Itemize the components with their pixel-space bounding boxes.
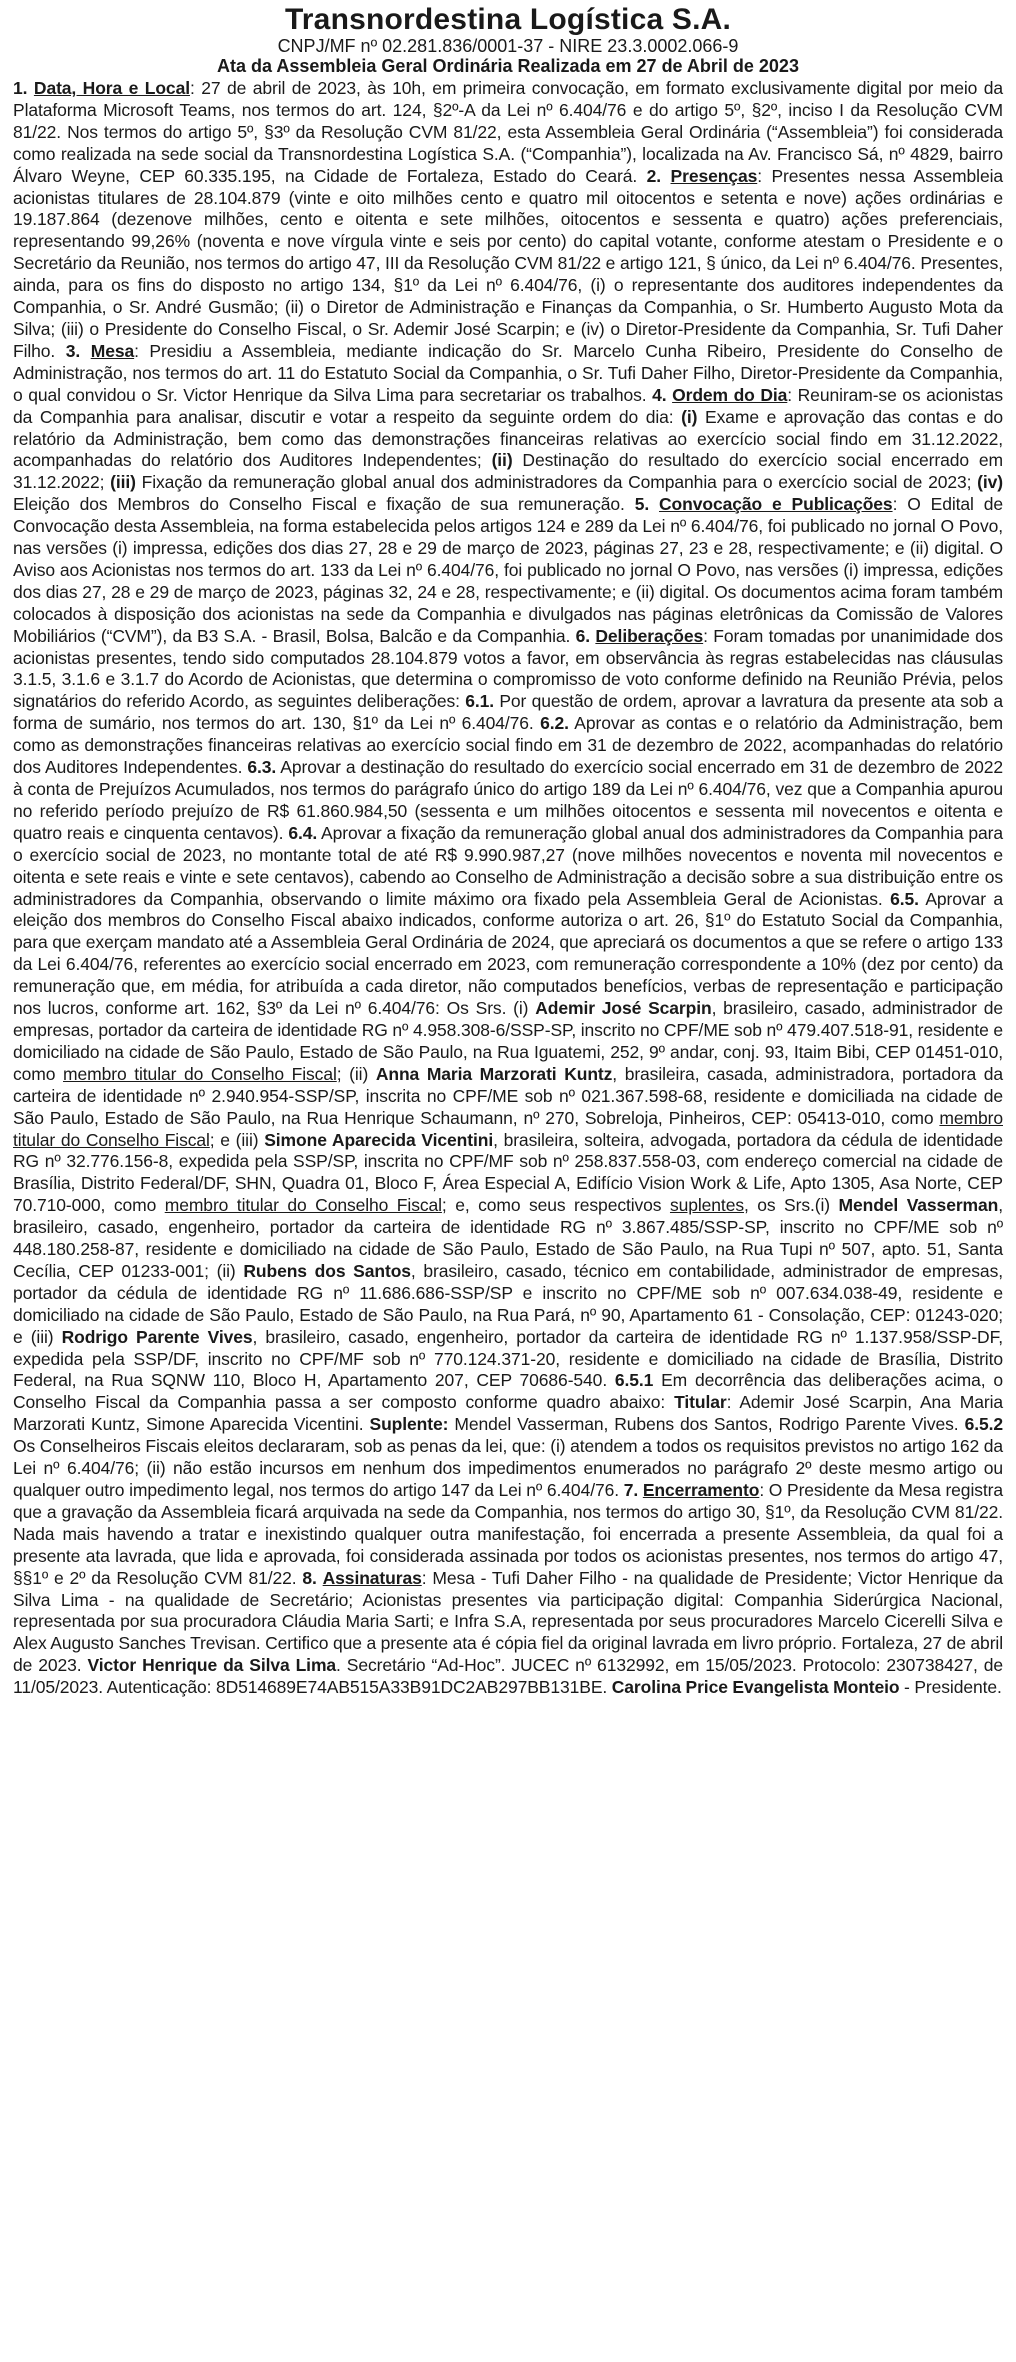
signer-role: - Presidente.	[899, 1677, 1002, 1698]
section-text-agenda: : Reuniram-se os acionistas da Companhia para analisar, discutir e votar a respeito da seguinte ordem do dia:	[13, 384, 1003, 427]
company-title: Transnordestina Logística S.A.	[284, 3, 732, 36]
section-title-agenda: Ordem do Dia	[672, 384, 788, 405]
registration-line: CNPJ/MF nº 02.281.836/0001-37 - NIRE 23.3.0002.066-9	[277, 36, 739, 56]
agenda-marker: (i)	[681, 406, 698, 427]
section-number: 5.	[634, 494, 650, 515]
registration-details: . Secretário “Ad-Hoc”. JUCEC nº 6132992, em 15/05/2023. Protocolo: 230738427, de 11/05/2023. Autenticação: 8D514689E74AB515A33B91DC2AB297BB131BE.	[13, 1655, 1003, 1698]
section-text-closing: : O Presidente da Mesa registra que a gravação da Assembleia ficará arquivada na sede da Companhia, nos termos do artigo 30, §1º, da Resolução CVM 81/22. Nada mais havendo a tratar e inexistindo qualquer outra manifestação, foi encerrada a presente Assembleia, da qual foi a presente ata lavrada, que lida e aprovada, foi considerada assinada por todos os acionistas presentes, nos termos do artigo 47, §§1º e 2º da Resolução CVM 81/22.	[13, 1480, 1004, 1588]
member-separator: , os Srs.(i)	[743, 1195, 839, 1216]
agenda-item-text: Fixação da remuneração global anual dos administradores da Companhia para o exercício social de 2023;	[135, 472, 978, 493]
section-title-closing: Encerramento	[642, 1480, 760, 1500]
resolution-text: Por questão de ordem, aprovar a lavratura da presente ata sob a forma de sumário, nos termos do art. 130, §1º da Lei nº 6.404/76.	[13, 691, 1004, 734]
section-title-board: Mesa	[90, 340, 135, 361]
resolution-text: Em decorrência das deliberações acima, o Conselho Fiscal da Companhia passa a ser composto conforme quadro abaixo:	[13, 1370, 1003, 1413]
section-number: 4.	[652, 384, 667, 405]
section-number: 6.	[575, 625, 591, 646]
member-name: Rodrigo Parente Vives	[61, 1326, 253, 1347]
member-role: membro titular do Conselho Fiscal	[164, 1195, 442, 1216]
agenda-item-text: Exame e aprovação das contas e do relatório da Administração, bem como das demonstrações financeiras relativas ao exercício social findo em 31.12.2022, acompanhadas do relatório dos Auditores Independentes;	[13, 406, 1003, 471]
resolution-text: Aprovar a eleição dos membros do Conselho Fiscal abaixo indicados, conforme autoriza o art. 26, §1º do Estatuto Social da Companhia, para que exerçam mandato até a Assembleia Geral Ordinária de 2024, que apreciará os documentos a que se refere o artigo 133 da Lei 6.404/76, referentes ao exercício social encerrado em 2023, com remuneração correspondente a 10% (dez por cento) da remuneração que, em média, for atribuída a cada diretor, não computados benefícios, verbas de representação e participação nos lucros, conforme art. 162, §3º da Lei nº 6.404/76: Os Srs. (i)	[13, 888, 1003, 1019]
section-text-attendance: : Presentes nessa Assembleia acionistas titulares de 28.104.879 (vinte e oito milhões cento e quatro mil oitocentos e setenta e nove) ações ordinárias e 19.187.864 (dezenove milhões, cento e oitenta e sete milhões, oitocentos e sessenta e quatro) ações preferenciais, representando 99,26% (noventa e nove vírgula vinte e seis por cento) do capital votante, conforme atestam o Presidente e o Secretário da Reunião, nos termos do artigo 47, III da Resolução CVM 81/22 e artigo 121, § único, da Lei nº 6.404/76. Presentes, ainda, para os fins do disposto no artigo 134, §1º da Lei nº 6.404/76, (i) o representante dos auditores independentes da Companhia, o Sr. André Gusmão; (ii) o Diretor de Administração e Finanças da Companhia, o Sr. Humberto Augusto Mota da Silva; (iii) o Presidente do Conselho Fiscal, o Sr. Ademir José Scarpin; e (iv) o Diretor-Presidente da Companhia, Sr. Tufi Daher Filho.	[13, 165, 1003, 361]
member-details: , brasileiro, casado, técnico em contabilidade, administrador de empresas, portador da cédula de identidade RG nº 11.686.686-SSP/SP e inscrito no CPF/ME sob nº 007.634.038-49, residente e domiciliado na cidade de São Paulo, Estado de São Paulo, na Rua Pará, nº 90, Apartamento 61 - Consolação, CEP: 01243-020; e (iii)	[13, 1260, 1003, 1347]
resolution-text: Os Conselheiros Fiscais eleitos declararam, sob as penas da lei, que: (i) atendem a todos os requisitos previstos no artigo 162 da Lei nº 6.404/76; (ii) não estão incursos em nenhum dos impedimentos enumerados no parágrafo 2º deste mesmo artigo ou qualquer outro impedimento legal, nos termos do artigo 147 da Lei nº 6.404/76.	[13, 1436, 1003, 1500]
member-role: suplentes	[669, 1195, 744, 1216]
resolution-number: 6.1.	[465, 691, 495, 712]
section-text-date-time-place: : 27 de abril de 2023, às 10h, em primeira convocação, em formato exclusivamente digital por meio da Plataforma Microsoft Teams, nos termos do art. 124, §2º-A da Lei nº 6.404/76 e do artigo 5º, §2º, inciso I da Resolução CVM 81/22. Nos termos do artigo 5º, §3º da Resolução CVM 81/22, esta Assembleia Geral Ordinária (“Assembleia”) foi considerada como realizada na sede social da Transnordestina Logística S.A. (“Companhia”), localizada na Av. Francisco Sá, nº 4829, bairro Álvaro Weyne, CEP 60.335.195, na Cidade de Fortaleza, Estado do Ceará.	[13, 78, 1004, 186]
resolution-text: Aprovar a destinação do resultado do exercício social encerrado em 31 de dezembro de 2022 à conta de Prejuízos Acumulados, nos termos do parágrafo único do artigo 189 da Lei nº 6.404/76, vez que a Companhia apurou no referido período prejuízo de R$ 61.860.984,50 (sessenta e um milhões oitocentos e sessenta mil novecentos e oitenta e quatro reais e cinquenta centavos).	[13, 757, 1003, 843]
resolution-text: Aprovar as contas e o relatório da Administração, bem como as demonstrações financeiras relativas ao exercício social findo em 31 de dezembro de 2022, acompanhadas do relatório dos Auditores Independentes.	[13, 713, 1003, 778]
agenda-marker: (iii)	[110, 472, 136, 493]
section-number: 2.	[646, 165, 662, 186]
council-titular-label: Titular	[674, 1392, 727, 1413]
member-details: , brasileiro, casado, engenheiro, portador da carteira de identidade RG nº 1.137.958/SSP-DF, expedida pela SSP/DF, inscrito no CPF/MF sob nº 770.124.371-20, residente e domiciliado na cidade de Brasília, Distrito Federal, na Rua SQNW 110, Bloco H, Apartamento 207, CEP 70686-540.	[13, 1326, 1003, 1391]
signer-name: Carolina Price Evangelista Monteio	[611, 1677, 900, 1698]
member-name: Simone Aparecida Vicentini	[264, 1129, 494, 1150]
resolution-number: 6.5.2	[964, 1414, 1003, 1435]
member-separator: ; e, como seus respectivos	[441, 1195, 670, 1216]
member-details: , brasileiro, casado, administrador de empresas, portador da carteira de identidade RG nº 4.958.308-6/SSP-SP, inscrito no CPF/ME sob nº 479.407.518-91, residente e domiciliado na cidade de São Paulo, Estado de São Paulo, na Rua Iguatemi, 252, 9º andar, conj. 93, Itaim Bibi, CEP 01451-010, como	[13, 998, 1003, 1084]
section-title-signatures: Assinaturas	[322, 1567, 422, 1588]
section-title-call-notice: Convocação e Publicações	[659, 494, 893, 515]
member-separator: ; (ii)	[336, 1063, 376, 1084]
minutes-heading: Ata da Assembleia Geral Ordinária Realizada em 27 de Abril de 2023	[217, 56, 799, 76]
member-details: , brasileiro, casado, engenheiro, portador da carteira de identidade RG nº 3.867.485/SSP-SP, inscrito no CPF/ME sob nº 448.180.258-87, residente e domiciliado na cidade de São Paulo, Estado de São Paulo, na Rua Tupi nº 507, apto. 51, Santa Cecília, CEP 01233-001; (ii)	[13, 1195, 1003, 1281]
section-title-resolutions: Deliberações	[595, 625, 704, 646]
section-text-resolutions: : Foram tomadas por unanimidade dos acionistas presentes, tendo sido computados 28.104.879 votos a favor, em observância às regras estabelecidas nas cláusulas 3.1.5, 3.1.6 e 3.1.7 do Acordo de Acionistas, que determina o compromisso de voto conforme definido na Reunião Prévia, pelos signatários do referido Acordo, as seguintes deliberações:	[13, 625, 1004, 712]
council-titular-list: : Ademir José Scarpin, Ana Maria Marzorati Kuntz, Simone Aparecida Vicentini.	[13, 1392, 1003, 1435]
section-title-attendance: Presenças	[670, 165, 758, 186]
section-number: 1.	[13, 78, 28, 98]
section-number: 8.	[302, 1567, 317, 1588]
member-name: Anna Maria Marzorati Kuntz	[375, 1063, 613, 1084]
signer-name: Victor Henrique da Silva Lima	[87, 1655, 337, 1676]
council-substitute-label: Suplente:	[369, 1414, 449, 1435]
section-number: 7.	[623, 1480, 639, 1500]
section-title-date-time-place: Data, Hora e Local	[33, 78, 190, 98]
resolution-number: 6.4.	[288, 822, 318, 843]
member-name: Ademir José Scarpin	[535, 998, 712, 1019]
minutes-body	[13, 78, 1003, 1699]
agenda-item-text: Destinação do resultado do exercício social encerrado em 31.12.2022;	[13, 450, 1003, 493]
resolution-number: 6.2.	[540, 713, 569, 734]
resolution-number: 6.3.	[247, 757, 277, 778]
section-text-call-notice: : O Edital de Convocação desta Assembleia, na forma estabelecida pelos artigos 124 e 289 da Lei nº 6.404/76, foi publicado no jornal O Povo, nas versões (i) impressa, edições dos dias 27, 28 e 29 de março de 2023, páginas 27, 23 e 28, respectivamente; e (ii) digital. O Aviso aos Acionistas nos termos do art. 133 da Lei nº 6.404/76, foi publicado no jornal O Povo, nas versões (i) impressa, edições dos dias 27, 28 e 29 de março de 2023, páginas 32, 24 e 28, respectivamente; e (ii) digital. Os documentos acima foram também colocados à disposição dos acionistas na sede da Companhia e divulgados nas páginas eletrônicas da Comissão de Valores Mobiliários (“CVM”), da B3 S.A. - Brasil, Bolsa, Balcão e da Companhia.	[13, 494, 1004, 646]
member-name: Mendel Vasserman	[838, 1195, 999, 1216]
agenda-item-text: Eleição dos Membros do Conselho Fiscal e fixação de sua remuneração.	[13, 494, 635, 515]
publication	[13, 0, 1003, 1699]
member-role: membro titular do Conselho Fiscal	[63, 1063, 337, 1084]
section-text-board: : Presidiu a Assembleia, mediante indicação do Sr. Marcelo Cunha Ribeiro, Presidente do Conselho de Administração, nos termos do art. 11 do Estatuto Social da Companhia, o Sr. Tufi Daher Filho, Diretor-Presidente da Companhia, o qual convidou o Sr. Victor Henrique da Silva Lima para secretariar os trabalhos.	[13, 340, 1003, 405]
member-separator: ; e (iii)	[209, 1129, 265, 1150]
council-substitute-list: Mendel Vasserman, Rubens dos Santos, Rodrigo Parente Vives.	[448, 1414, 965, 1435]
section-number: 3.	[65, 340, 81, 361]
member-details: , brasileira, solteira, advogada, portadora da cédula de identidade RG nº 32.776.156-8, expedida pela SSP/SP, inscrita no CPF/MF sob nº 258.837.558-03, com endereço comercial na cidade de Brasília, Distrito Federal/DF, SHN, Quadra 01, Bloco F, Área Especial A, Edifício Vision Work & Life, Apto 1305, Asa Norte, CEP 70.710-000, como	[13, 1129, 1003, 1216]
agenda-marker: (iv)	[977, 472, 1003, 493]
member-role: membro titular do Conselho Fiscal	[13, 1107, 1003, 1150]
member-name: Rubens dos Santos	[243, 1260, 411, 1281]
section-text-signatures: : Mesa - Tufi Daher Filho - na qualidade de Presidente; Victor Henrique da Silva Lima - na qualidade de Secretário; Acionistas presentes via participação digital: Companhia Siderúrgica Nacional, representada por sua procuradora Cláudia Maria Sarti; e Infra S.A, representada por seus procuradores Marcelo Cicerelli Silva e Alex Augusto Sanches Trevisan. Certifico que a presente ata é cópia fiel da original lavrada em livro próprio. Fortaleza, 27 de abril de 2023.	[13, 1567, 1003, 1676]
agenda-marker: (ii)	[491, 450, 513, 471]
member-details: , brasileira, casada, administradora, portadora da carteira de identidade nº 2.940.954-SSP/SP, inscrita no CPF/ME sob nº 021.367.598-68, residente e domiciliada na cidade de São Paulo, Estado de São Paulo, na Rua Henrique Schaumann, nº 270, Sobreloja, Pinheiros, CEP: 05413-010, como	[13, 1063, 1003, 1128]
resolution-number: 6.5.	[890, 888, 919, 909]
resolution-text: Aprovar a fixação da remuneração global anual dos administradores da Companhia para o exercício social de 2023, no montante total de até R$ 9.990.987,27 (nove milhões novecentos e noventa mil novecentos e oitenta e sete reais e vinte e sete centavos), cabendo ao Conselho de Administração a decisão sobre a sua distribuição entre os administradores da Companhia, observando o limite máximo ora fixado pela Assembleia Geral de Acionistas.	[13, 822, 1004, 909]
resolution-number: 6.5.1	[614, 1370, 654, 1391]
